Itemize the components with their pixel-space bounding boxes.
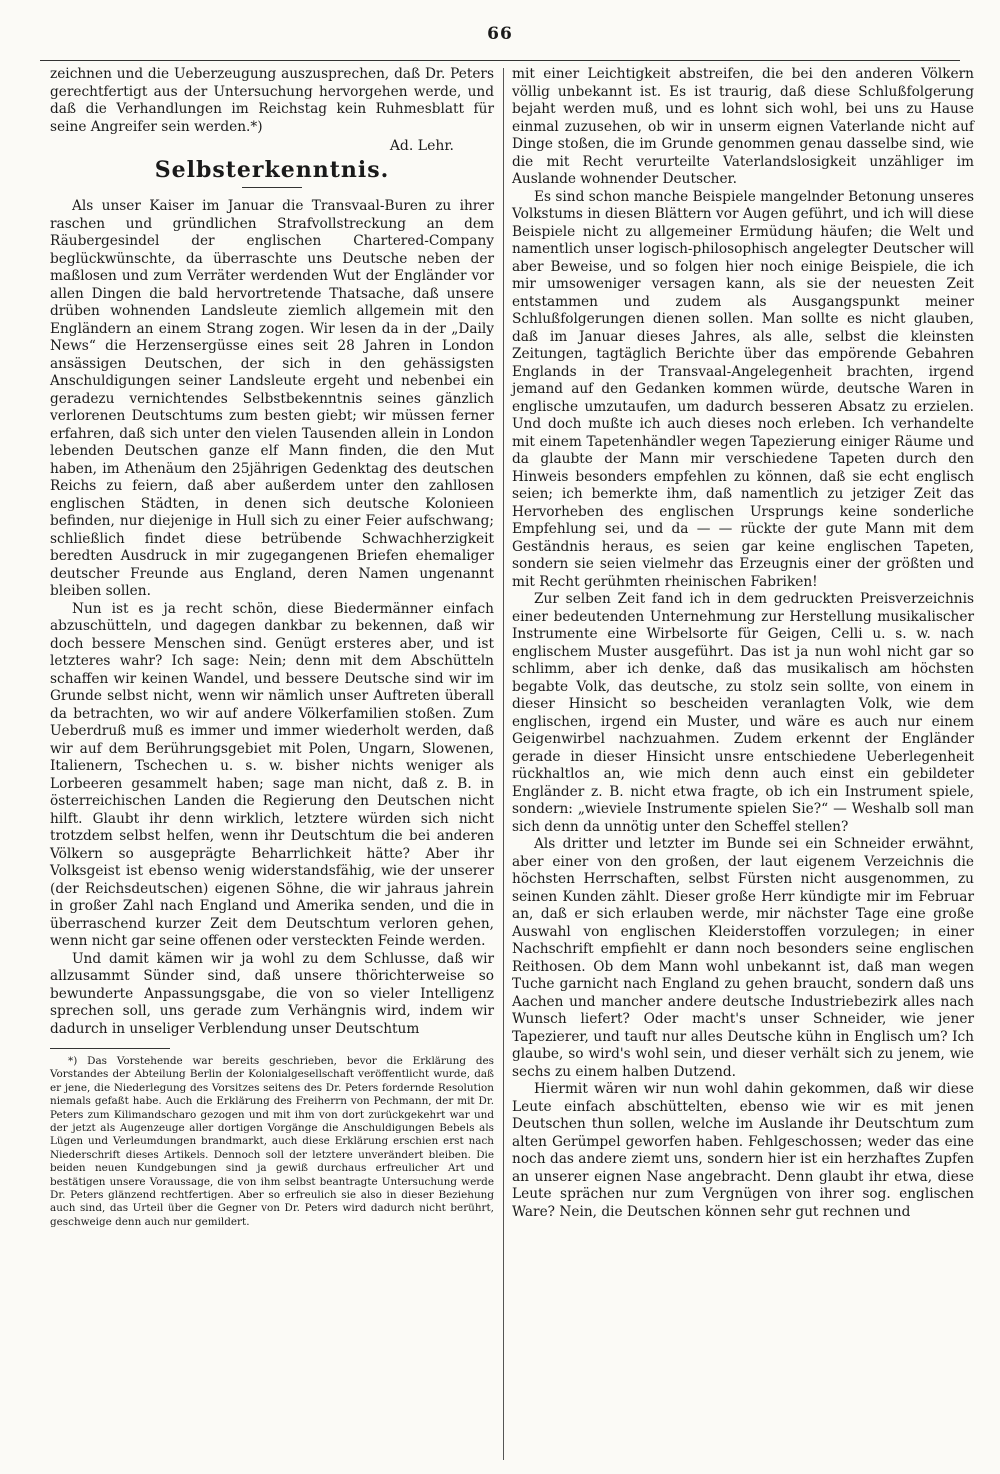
column-divider: [503, 68, 504, 1460]
article-paragraph: Zur selben Zeit fand ich in dem gedruckten Preisverzeichnis einer bedeutenden Unternehmung zur Herstellung musikalischer Instrumente eine Wirbelsorte für Geigen, Celli u. s. w. nach englischem Muster ausgeführt. Das ist ja nun wohl nicht gar so schlimm, aber ich denke, daß das musikalisch am höchsten begabte Volk, das deutsche, zu stolz sein sollte, von einem in dieser Hinsicht so bescheiden veranlagten Volk, wie dem englischen, irgend ein Muster, und wäre es auch nur einem Geigenwirbel nachzuahmen. Zudem erkennt der Engländer gerade in dieser Hinsicht unsre entschiedene Ueberlegenheit rückhaltlos an, wie mich denn auch einst ein gebildeter Engländer z. B. nicht etwa fragte, ob ich ein Instrument spiele, sondern: „wieviele Instrumente spielen Sie?“ — Weshalb soll man sich denn da unnötig unter den Scheffel stellen?: [512, 591, 974, 835]
article-paragraph: Nun ist es ja recht schön, diese Biedermänner einfach abzuschütteln, und dagegen dankbar zu bekennen, daß wir doch bessere Menschen sind. Genügt ersteres aber, und ist letzteres wahr? Ich sage: Nein; denn mit dem Abschütteln schaffen wir keinen Wandel, und bessere Deutsche sind wir im Grunde selbst nicht, wenn wir nämlich unser Auftreten überall da betrachten, wo wir auf andere Völkerfamilien stoßen. Zum Ueberdruß muß es immer und immer wiederholt werden, daß wir auf dem Berührungsgebiet mit Polen, Ungarn, Slowenen, Italienern, Tschechen u. s. w. bisher nichts weniger als Lorbeeren gesammelt haben; sage man nicht, daß z. B. in österreichischen Landen die Regierung den Deutschen nicht hilft. Glaubt ihr denn wirklich, letztere würden sich nicht trotzdem selbst helfen, wenn ihr Deutschtum die bei anderen Völkern so ausgeprägte Beharrlichkeit hätte? Aber ihr Volksgeist ist ebenso wenig widerstandsfähig, wie der unserer (der Reichsdeutschen) eigenen Söhne, die wir jahraus jahrein in großer Zahl nach England und Amerika senden, und die in überraschend kurzer Zeit dem Deutschtum verloren gehen, wenn nicht gar seine offenen oder versteckten Feinde werden.: [50, 600, 494, 949]
article-title: Selbsterkenntnis.: [154, 156, 390, 183]
article-paragraph: Als unser Kaiser im Januar die Transvaal-Buren zu ihrer raschen und gründlichen Strafvollstreckung an dem Räubergesindel der englischen Chartered-Company beglückwünschte, da überraschte uns Deutsche neben der maßlosen und zum Verräter werdenden Wut der Engländer vor allen Dingen die bald hervortretende Thatsache, daß unsere drüben wohnenden Landsleute ziemlich allgemein mit den Engländern an einem Strang zogen. Wir lesen da in der „Daily News“ die Herzensergüsse eines seit 28 Jahren in London ansässigen Deutschen, der sich in den gehässigsten Anschuldigungen seiner Landsleute ergeht und nebenbei ein geradezu vernichtendes Selbstbekenntnis seines gänzlich verlorenen Deutschtums zum besten giebt; wir müssen ferner erfahren, daß sich unter den vielen Tausenden allein in London lebenden Deutschen ganze elf Mann finden, die den Mut haben, im Athenäum den 25jährigen Gedenktag des deutschen Reichs zu feiern, daß aber außerdem unter den zahllosen englischen Städten, in denen sich deutsche Kolonieen befinden, nur diejenige in Hull sich zu einer Feier aufschwang; schließlich findet diese betrübende Schwachherzigkeit beredten Ausdruck in mir zugegangenen Briefen ehemaliger deutscher Freunde aus England, deren Namen ungenannt bleiben sollen.: [50, 198, 494, 599]
article-paragraph: Und damit kämen wir ja wohl zu dem Schlusse, daß wir allzusammt Sünder sind, daß unsere thörichterweise so bewunderte Anpassungsgabe, die von so vieler Intelligenz sprechen soll, uns gerade zum Verhängnis wird, indem wir dadurch in unseliger Verblendung unser Deutschtum: [50, 950, 494, 1037]
author-signature: Ad. Lehr.: [389, 138, 454, 154]
continued-paragraph: zeichnen und die Ueberzeugung auszusprechen, daß Dr. Peters gerechtfertigt aus der Untersuchung hervorgehen werde, und daß die Verhandlungen im Reichstag kein Ruhmesblatt für seine Angreifer sein werden.*): [50, 66, 494, 135]
left-column: [50, 66, 494, 1456]
footnote-rule: [50, 1048, 170, 1049]
page-number: 66: [487, 24, 513, 44]
article-paragraph: Hiermit wären wir nun wohl dahin gekommen, daß wir diese Leute einfach abschüttelten, ebenso wie wir es mit jenen Deutschen thun sollen, welche im Auslande ihr Deutschtum zum alten Gerümpel geworfen haben. Fehlgeschossen; weder das eine noch das andere ziemt uns, sondern hier ist ein herzhaftes Zupfen an unserer eignen Nase angebracht. Denn glaubt ihr etwa, diese Leute sprächen nur zum Vergnügen von ihrer sog. englischen Ware? Nein, die Deutschen können sehr gut rechnen und: [512, 1081, 974, 1220]
footnote: *) Das Vorstehende war bereits geschrieben, bevor die Erklärung des Vorstandes der Abteilung Berlin der Kolonialgesellschaft veröffentlicht wurde, daß er jene, die Niederlegung des Vorsitzes seitens des Dr. Peters fordernde Resolution niemals gefaßt habe. Auch die Erklärung des Freiherrn von Pechmann, der mit Dr. Peters zum Kilimandscharo gezogen und mit ihm von dort zurückgekehrt war und der jetzt als Augenzeuge aller dortigen Vorgänge die Anschuldigungen Bebels als Lügen und Verleumdungen brandmarkt, auch diese Erklärung erschien erst nach Niederschrift dieses Artikels. Dennoch soll der letztere unverändert bleiben. Die beiden neuen Kundgebungen sind ja gewiß durchaus erfreulicher Art und bestätigen unsere Voraussage, die von ihm selbst beantragte Untersuchung werde Dr. Peters glänzend rechtfertigen. Aber so erfreulich sie also in dieser Beziehung auch sind, das Urteil über die Gegner von Dr. Peters wird dadurch nicht berührt, geschweige denn auch nur gemildert.: [50, 1055, 494, 1228]
header-rule: [40, 60, 960, 61]
article-paragraph: Es sind schon manche Beispiele mangelnder Betonung unseres Volkstums in diesen Blättern vor Augen geführt, und ich will diese Beispiele nicht zu allgemeiner Ermüdung häufen; die Welt und namentlich unser logisch-philosophisch angelegter Deutscher will aber Beweise, und so folgen hier noch einige Beispiele, die ich mir umsoweniger versagen kann, als sie der neuesten Zeit entstammen und zudem als Ausgangspunkt meiner Schlußfolgerungen dienen sollen. Man sollte es nicht glauben, daß im Januar dieses Jahres, als alle, selbst die kleinsten Zeitungen, tagtäglich Berichte über das empörende Gebahren Englands in der Transvaal-Angelegenheit brachten, irgend jemand auf den Gedanken kommen würde, deutsche Waren in englische umzutaufen, um dadurch besseren Absatz zu erzielen. Und doch mußte ich auch dieses noch erleben. Ich verhandelte mit einem Tapetenhändler wegen Tapezierung einiger Räume und da glaubte der Mann mir verschiedene Tapeten durch den Hinweis besonders empfehlen zu können, daß sie echt englisch seien; ich bemerkte ihm, daß namentlich zu jetziger Zeit das Hervorheben des englischen Ursprungs keine sonderliche Empfehlung sei, und da — — rückte der gute Mann mit dem Geständnis heraus, es seien gar keine englischen Tapeten, sondern sie seien vielmehr das Erzeugnis einer der größten und mit Recht gerühmten rheinischen Fabriken!: [512, 188, 974, 590]
continued-paragraph: mit einer Leichtigkeit abstreifen, die bei den anderen Völkern völlig unbekannt ist. Es ist traurig, daß diese Schlußfolgerung bejaht werden muß, und es lohnt sich wohl, bei uns zu Hause einmal zuzusehen, ob wir in unserm eignen Vaterlande nicht auf Dinge stoßen, die im Grunde genommen genau dasselbe sind, wie die mit Recht verurteilte Vaterlandslosigkeit unzähliger im Auslande wohnender Deutscher.: [512, 66, 974, 187]
article-paragraph: Als dritter und letzter im Bunde sei ein Schneider erwähnt, aber einer von den großen, der laut eigenem Verzeichnis die höchsten Herrschaften, selbst Fürsten nicht ausgenommen, zu seinen Kunden zählt. Dieser große Herr kündigte mir im Februar an, daß er sich erlauben werde, mir nächster Tage eine große Auswahl von englischen Kleiderstoffen vorzulegen; in einer Nachschrift empfiehlt er dann noch besonders seine englischen Reithosen. Ob dem Mann wohl unbekannt ist, daß man wegen Tuche garnicht nach England zu gehen braucht, sondern daß uns Aachen und mancher andere deutsche Industriebezirk alles nach Wunsch liefert? Oder macht's unser Schneider, wie jener Tapezierer, und tauft nur alles Deutsche kühn in Englisch um? Ich glaube, so wird's wohl sein, und dieser verhält sich zu jenem, wie sechs zu einem halben Dutzend.: [512, 836, 974, 1080]
title-rule: [242, 187, 302, 188]
right-column: [512, 66, 974, 1456]
